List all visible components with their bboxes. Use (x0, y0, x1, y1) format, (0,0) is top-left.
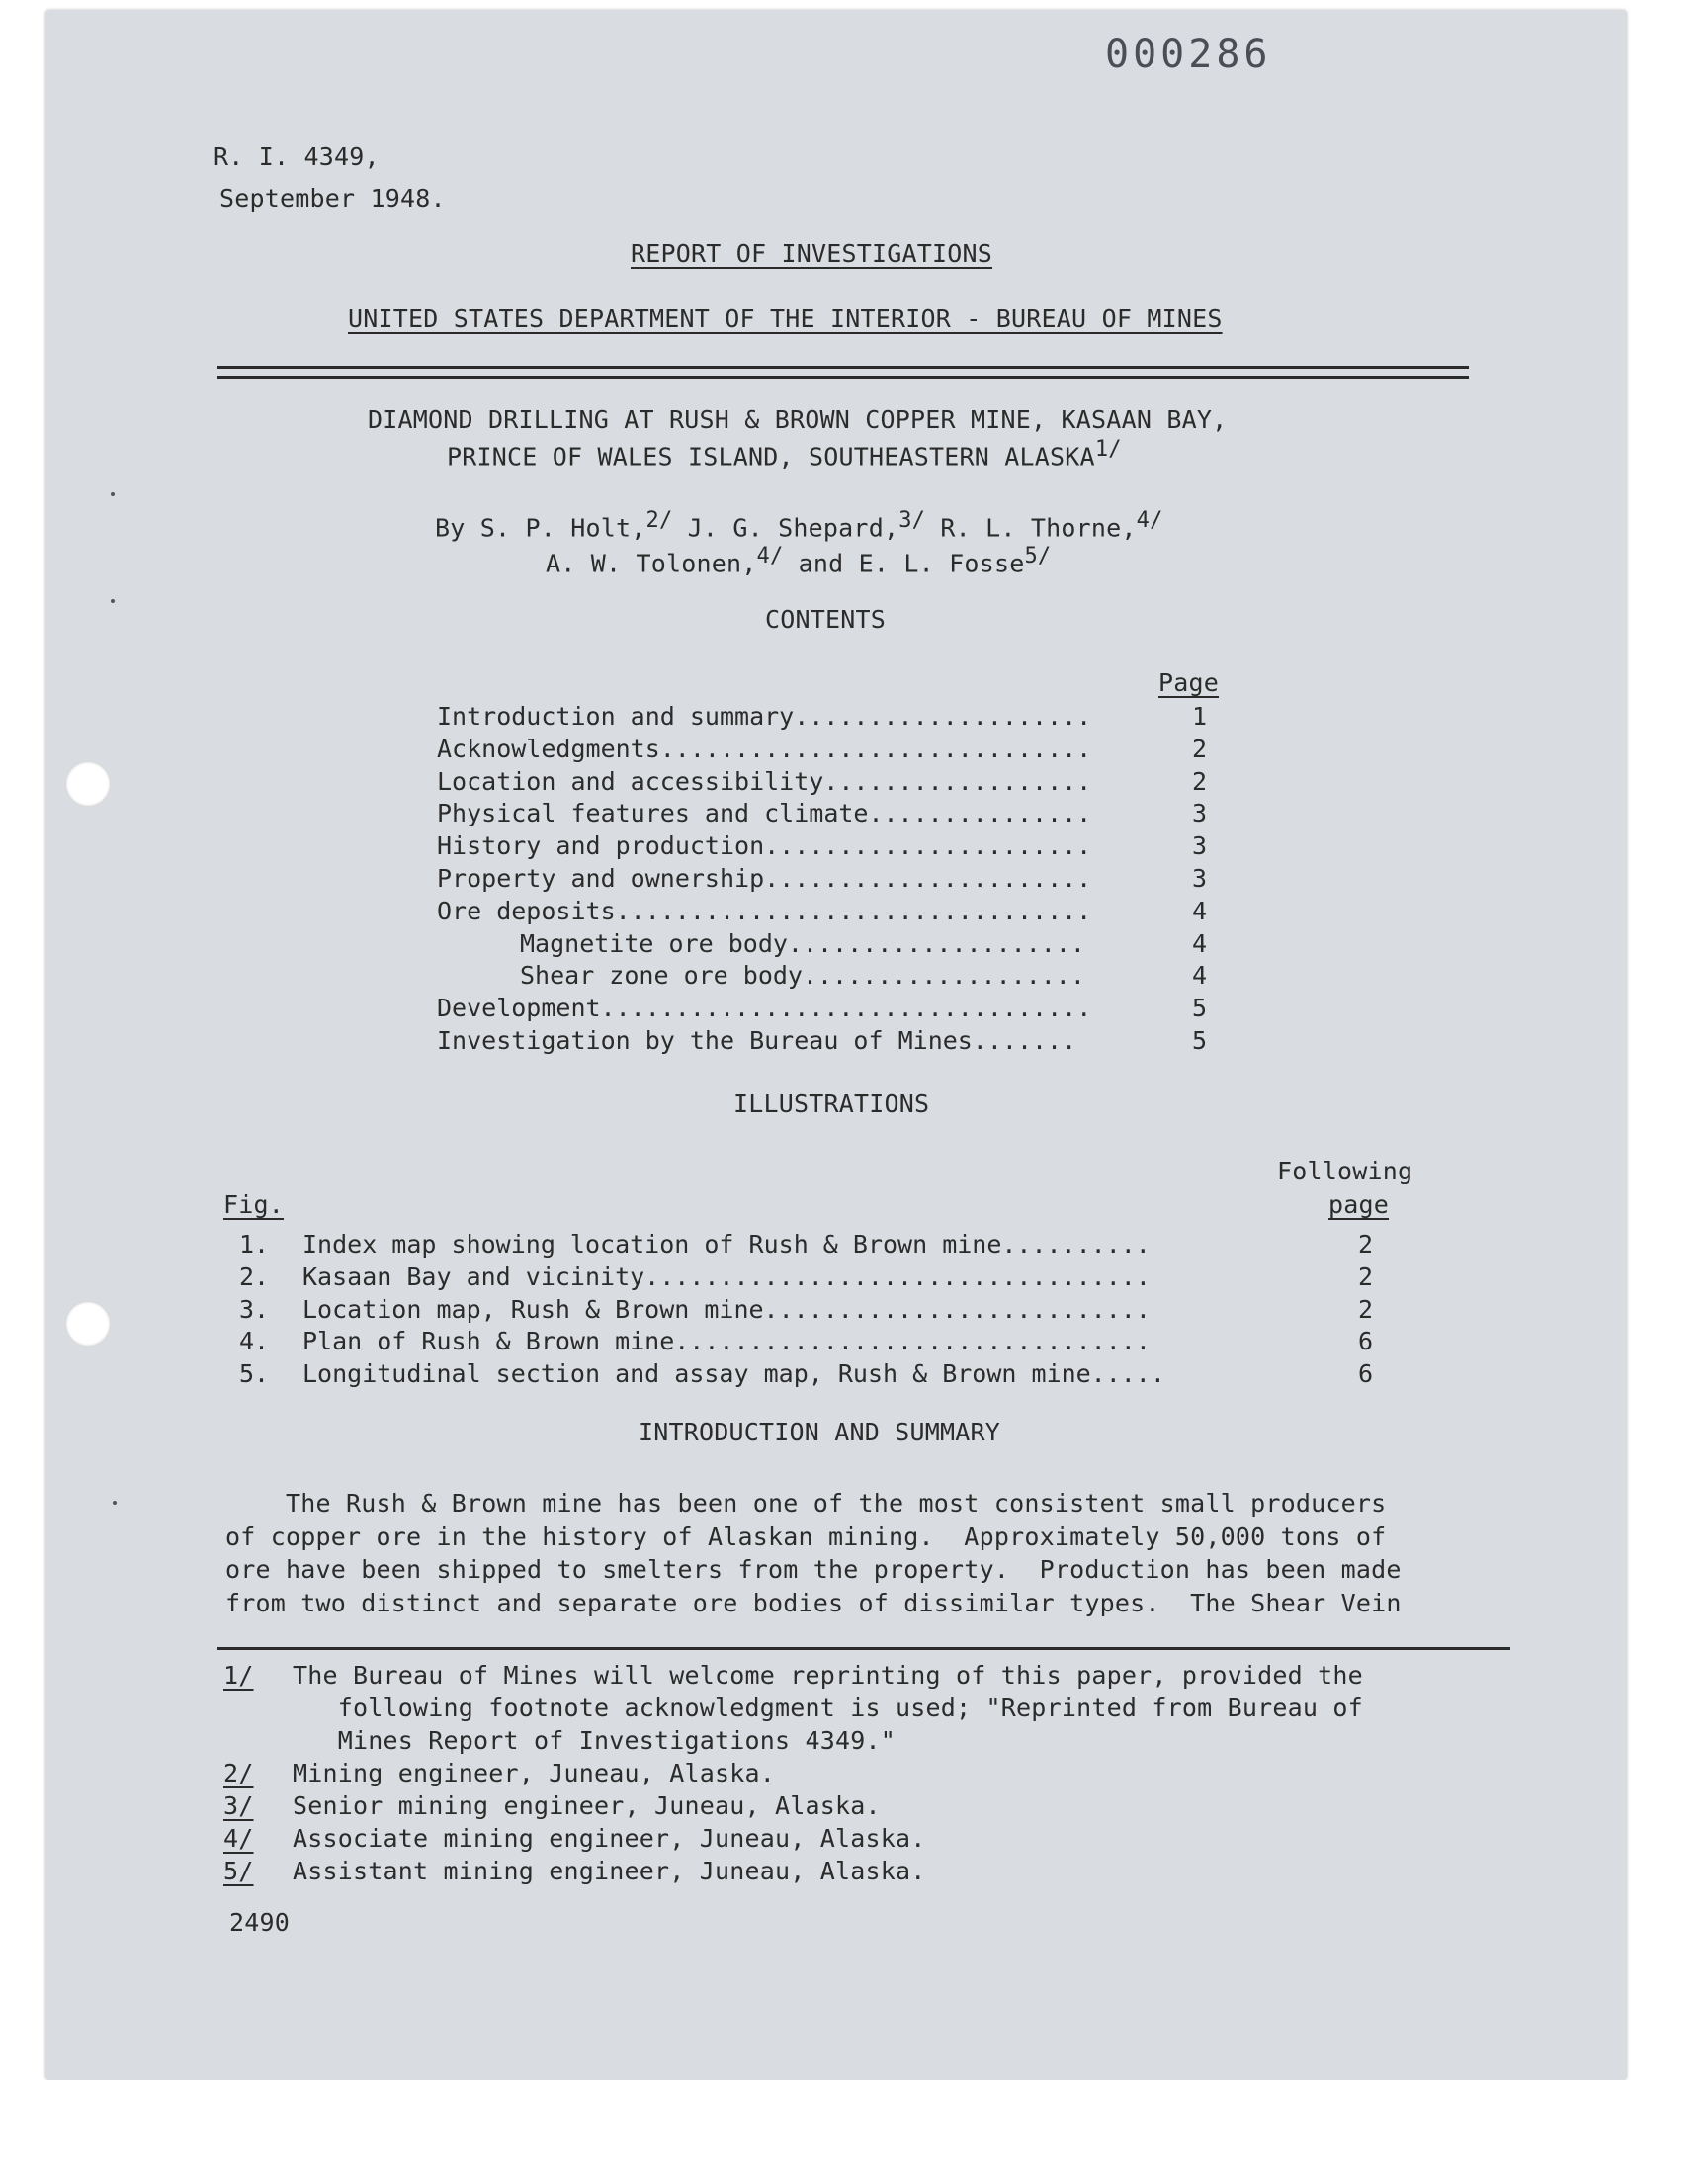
intro-line: of copper ore in the history of Alaskan mining. Approximately 50,000 tons of (225, 1522, 1387, 1551)
scan-speck (111, 492, 115, 496)
report-number: R. I. 4349, (214, 142, 380, 171)
author-shepard-note: 3/ (898, 508, 926, 533)
contents-item-label: Introduction and summary (437, 702, 795, 731)
footnote-text: Senior mining engineer, Juneau, Alaska. (293, 1791, 881, 1820)
illustration-number: 5. (239, 1359, 270, 1389)
contents-item-page: 3 (1192, 799, 1208, 828)
archive-stamp-number: 000286 (1105, 32, 1272, 77)
footnote-text: Assistant mining engineer, Juneau, Alaska. (293, 1857, 926, 1885)
illustration-label: Plan of Rush & Brown mine (302, 1327, 675, 1356)
author-tolonen: A. W. Tolonen, (546, 549, 757, 578)
footnote-text: Associate mining engineer, Juneau, Alaska. (293, 1824, 926, 1853)
contents-item-leader: .................. (823, 766, 1092, 796)
author-thorne: R. L. Thorne, (925, 513, 1137, 543)
following-page-label: page (1328, 1190, 1390, 1219)
contents-item-leader: ................................. (600, 994, 1092, 1023)
contents-item-leader: ...................... (764, 831, 1092, 861)
footnote-mark: 3/ (223, 1791, 254, 1820)
illustration-page: 2 (1358, 1262, 1374, 1291)
illustrations-heading: ILLUSTRATIONS (733, 1089, 930, 1118)
contents-item-page: 5 (1192, 994, 1208, 1023)
contents-item-label: Magnetite ore body (520, 928, 788, 958)
intro-heading: INTRODUCTION AND SUMMARY (639, 1418, 1001, 1446)
punch-hole-top (65, 761, 111, 807)
authors-line-1 (435, 508, 1163, 542)
authors-line-2 (546, 544, 1051, 577)
contents-item-leader: ............................. (659, 734, 1092, 763)
illustration-leader: .......... (1001, 1230, 1151, 1259)
punch-hole-bottom (65, 1301, 111, 1347)
contents-item-page: 3 (1192, 831, 1208, 861)
author-shepard: J. G. Shepard, (672, 513, 899, 543)
contents-item-label: Location and accessibility (437, 766, 824, 796)
contents-item-page: 5 (1192, 1026, 1208, 1055)
contents-item-page: 4 (1192, 896, 1208, 925)
illustration-page: 6 (1358, 1359, 1374, 1389)
contents-item-page: 2 (1192, 766, 1208, 796)
author-tolonen-note: 4/ (756, 544, 784, 568)
illustration-leader: ................................ (674, 1327, 1151, 1356)
author-holt: By S. P. Holt, (435, 513, 646, 543)
contents-item-label: Investigation by the Bureau of Mines (437, 1026, 973, 1055)
illustration-number: 2. (239, 1262, 270, 1291)
illustration-label: Kasaan Bay and vicinity (302, 1262, 645, 1291)
title-footnote-mark: 1/ (1094, 437, 1122, 462)
scan-margin (0, 2080, 1708, 2175)
footnote-mark: 2/ (223, 1759, 254, 1787)
contents-item-leader: ....... (972, 1026, 1077, 1055)
footnote-text: The Bureau of Mines will welcome reprinting of this paper, provided the (293, 1661, 1363, 1690)
title-line-2-text: PRINCE OF WALES ISLAND, SOUTHEASTERN ALASKA (447, 442, 1095, 472)
following-label: Following (1277, 1157, 1413, 1185)
illustration-label: Index map showing location of Rush & Brown mine (302, 1230, 1002, 1259)
footnote-mark: 4/ (223, 1824, 254, 1853)
contents-item-leader: ................................ (615, 896, 1092, 925)
page-code: 2490 (229, 1908, 291, 1937)
title-line-2 (447, 437, 1122, 471)
footnote-text: following footnote acknowledgment is used; "Reprinted from Bureau of (293, 1694, 1363, 1722)
contents-item-leader: .................... (787, 928, 1085, 958)
illustration-leader: .................................. (644, 1262, 1151, 1291)
contents-item-page: 4 (1192, 928, 1208, 958)
illustration-page: 6 (1358, 1327, 1374, 1356)
illustration-number: 1. (239, 1230, 270, 1259)
illustration-page: 2 (1358, 1230, 1374, 1259)
contents-item-label: Physical features and climate (437, 799, 869, 828)
illustration-number: 3. (239, 1294, 270, 1324)
footnote-mark: 1/ (223, 1661, 254, 1690)
contents-item-leader: ...................... (764, 864, 1092, 893)
report-date: September 1948. (219, 184, 446, 213)
footnote-rule (217, 1647, 1510, 1650)
contents-item-label: Property and ownership (437, 864, 765, 893)
contents-item-label: Ore deposits (437, 896, 616, 925)
contents-item-label: Acknowledgments (437, 734, 660, 763)
footnote-text: Mining engineer, Juneau, Alaska. (293, 1759, 776, 1787)
illustration-leader: ..... (1090, 1359, 1165, 1389)
agency-heading: UNITED STATES DEPARTMENT OF THE INTERIOR - BUREAU OF MINES (348, 304, 1223, 333)
contents-item-leader: ............... (868, 799, 1092, 828)
contents-item-page: 2 (1192, 734, 1208, 763)
contents-item-label: Development (437, 994, 601, 1023)
contents-item-leader: ................... (802, 961, 1085, 991)
contents-item-label: History and production (437, 831, 765, 861)
contents-heading: CONTENTS (765, 605, 887, 634)
report-series-heading: REPORT OF INVESTIGATIONS (631, 239, 993, 268)
double-rule-top (217, 366, 1469, 369)
contents-item-leader: .................... (794, 702, 1092, 731)
author-thorne-note: 4/ (1136, 508, 1163, 533)
contents-item-page: 1 (1192, 702, 1208, 731)
contents-page-label: Page (1158, 668, 1220, 697)
intro-line: from two distinct and separate ore bodies of dissimilar types. The Shear Vein (225, 1588, 1402, 1617)
illustration-number: 4. (239, 1327, 270, 1356)
illustration-page: 2 (1358, 1294, 1374, 1324)
document-page (45, 10, 1627, 2080)
author-fosse-note: 5/ (1024, 544, 1052, 568)
fig-label: Fig. (223, 1190, 285, 1219)
illustration-label: Location map, Rush & Brown mine (302, 1294, 764, 1324)
author-fosse: and E. L. Fosse (783, 549, 1025, 578)
title-line-1: DIAMOND DRILLING AT RUSH & BROWN COPPER MINE, KASAAN BAY, (368, 405, 1228, 434)
footnote-mark: 5/ (223, 1857, 254, 1885)
illustration-label: Longitudinal section and assay map, Rush & Brown mine (302, 1359, 1091, 1389)
footnote-text: Mines Report of Investigations 4349." (293, 1726, 897, 1755)
contents-item-label: Shear zone ore body (520, 961, 803, 991)
contents-item-page: 3 (1192, 864, 1208, 893)
double-rule-bottom (217, 376, 1469, 379)
scan-speck (113, 1501, 117, 1505)
intro-line: The Rush & Brown mine has been one of the most consistent small producers (225, 1489, 1387, 1518)
illustration-leader: .......................... (763, 1294, 1151, 1324)
contents-item-page: 4 (1192, 961, 1208, 991)
intro-line: ore have been shipped to smelters from the property. Production has been made (225, 1555, 1402, 1584)
scan-speck (111, 599, 115, 603)
author-holt-note: 2/ (645, 508, 673, 533)
